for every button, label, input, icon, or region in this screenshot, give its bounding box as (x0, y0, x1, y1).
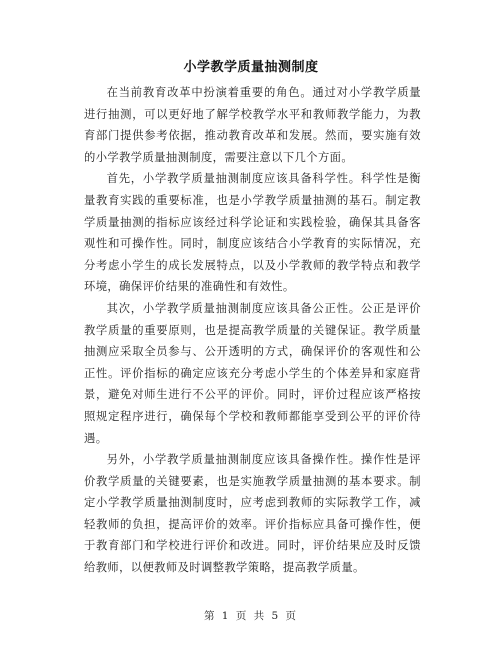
paragraph-intro: 在当前教育改革中扮演着重要的角色。通过对小学教学质量进行抽测，可以更好地了解学校教学水平和教师教学能力，为教育部门提供参考依据，推动教育改革和发展。然而，要实施有效的小学教学质量抽测制度，需要注意以下几个方面。 (84, 86, 421, 164)
document-title: 小学教学质量抽测制度 (183, 60, 319, 75)
page-number-footer: 第 1 页 共 5 页 (203, 610, 299, 622)
paragraph-scientific: 首先，小学教学质量抽测制度应该具备科学性。科学性是衡量教育实践的重要标准，也是小学教学质量抽测的基石。制定教学质量抽测的指标应该经过科学论证和实践检验，确保其具备客观性和可操作性。同时，制度应该结合小学教育的实际情况，充分考虑小学生的成长发展特点，以及小学教师的教学特点和教学环境，确保评价结果的准确性和有效性。 (84, 172, 421, 294)
paragraph-fairness: 其次，小学教学质量抽测制度应该具备公正性。公正是评价教学质量的重要原则，也是提高教学质量的关键保证。教学质量抽测应采取全员参与、公开透明的方式，确保评价的客观性和公正性。评价指标的确定应该充分考虑小学生的个体差异和家庭背景，避免对师生进行不公平的评价。同时，评价过程应该严格按照规定程序进行，确保每个学校和教师都能享受到公平的评价待遇。 (84, 301, 421, 445)
paragraph-operability: 另外，小学教学质量抽测制度应该具备操作性。操作性是评价教学质量的关键要素，也是实施教学质量抽测的基本要求。制定小学教学质量抽测制度时，应考虑到教师的实际教学工作，减轻教师的负担，提高评价的效率。评价指标应具备可操作性，便于教育部门和学校进行评价和改进。同时，评价结果应及时反馈给教师，以便教师及时调整教学策略，提高教学质量。 (84, 453, 421, 575)
document-body (84, 82, 421, 579)
